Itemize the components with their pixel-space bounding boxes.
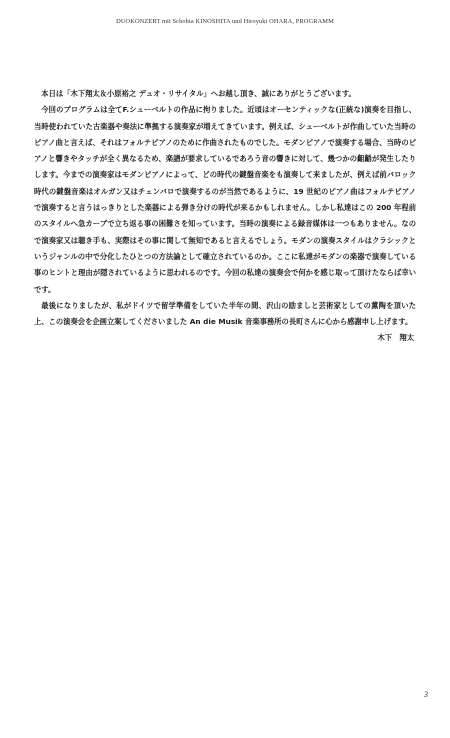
- document-header: DUOKONZERT mit Schohta KINOSHITA und Hiroyuki OHARA, PROGRAMM: [116, 18, 334, 25]
- page-number: 3: [424, 690, 428, 699]
- paragraph-thanks: 最後になりましたが、私がドイツで留学準備をしていた半年の間、沢山の励ましと芸術家としての薫陶を頂いた上、この演奏会を企画立案してくださいました An die Musik 音楽事務所の長町さんに心から感謝申し上げます。: [34, 300, 416, 327]
- paragraph-program: 今回のプログラムは全てF.シューベルトの作品に拘りました。近頃はオーセンティックな(正統な)演奏を目指し、当時使われていた古楽器や奏法に準拠する演奏家が増えてきています。例えば、シューベルトが作曲していた当時のピアノ曲と言えば、それはフォルテピアノのために作曲されたものでした。モダンピアノで演奏する場合、当時のピアノと響きやタッチが全く異なるため、楽譜が要求しているであろう音の響きに対して、幾つかの齟齬が発生したりします。今までの演奏家はモダンピアノによって、どの時代の鍵盤音楽をも演奏して来ましたが、例えば前バロック時代の鍵盤音楽はオルガン又はチェンバロで演奏するのが当然であるように、19 世紀のピアノ曲はフォルテピアノで演奏すると言うはっきりとした楽器による弾き分けの時代が来るかもしれません。しかし私達はこの 200 年程前のスタイルへ急カーブで立ち返る事の困難さを知っています。当時の演奏による録音媒体は一つもありません。なので演奏家又は聴き手も、実際はその事に関して無知であると言えるでしょう。モダンの演奏スタイルはクラシックというジャンルの中で分化したひとつの方法論として確立されているのか。ここに私達がモダンの楽器で演奏している事のヒントと理由が隠されているように思われるのです。今回の私達の演奏会で何かを感じ取って頂けたならば幸いです。: [34, 105, 416, 294]
- author-signature: 木下 翔太: [377, 333, 414, 343]
- document-body: [34, 86, 416, 347]
- paragraph-greeting: 本日は「木下翔太＆小原裕之 デュオ・リサイタル」へお越し頂き、誠にありがとうございます。: [41, 89, 356, 98]
